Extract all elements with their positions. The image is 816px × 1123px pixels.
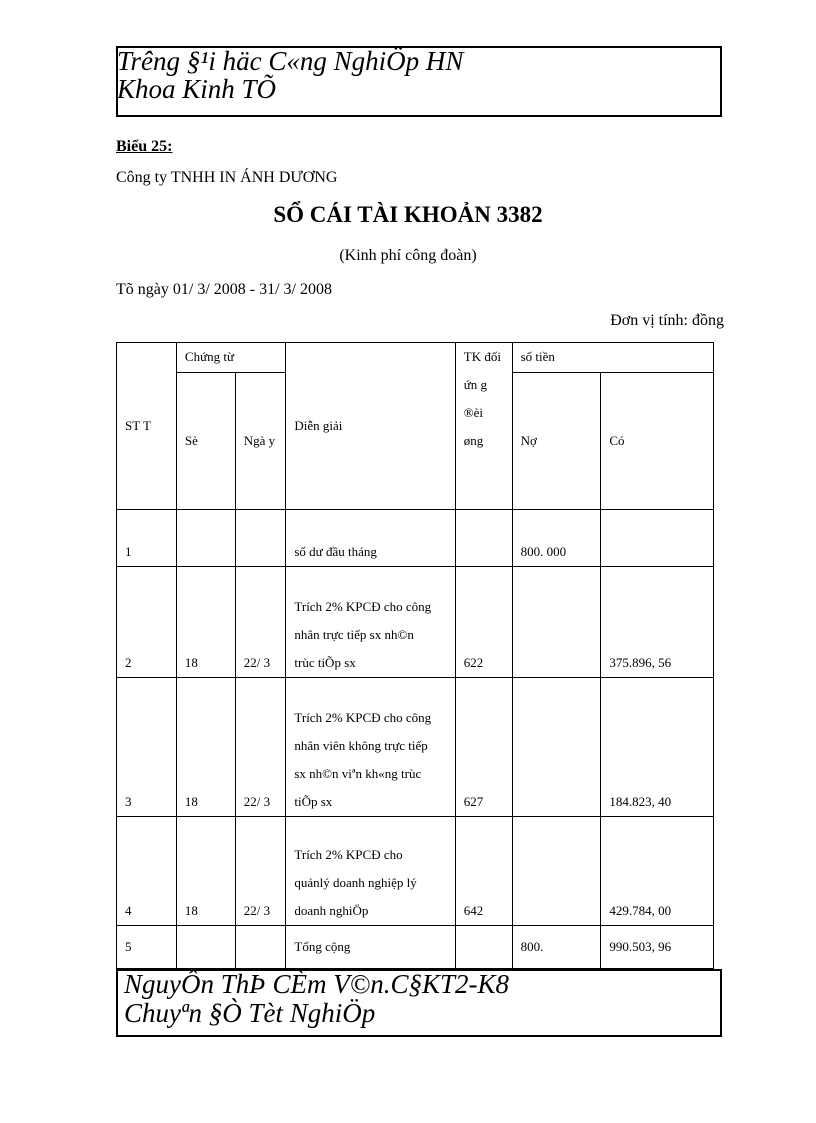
company-name: Công ty TNHH IN ÁNH DƯƠNG (116, 169, 338, 186)
cell-no (512, 567, 601, 678)
cell-so (176, 926, 235, 969)
cell-tk (455, 510, 512, 567)
cell-no: 800. 000 (512, 510, 601, 567)
cell-so: 18 (176, 817, 235, 926)
cell-so: 18 (176, 678, 235, 817)
ledger-subtitle: (Kinh phí công đoàn) (339, 247, 477, 264)
cell-co (601, 510, 714, 567)
header-no: Nợ (512, 373, 601, 510)
header-tk: TK đối ứn g ®èi øng (455, 343, 512, 510)
cell-stt: 4 (117, 817, 177, 926)
cell-stt: 2 (117, 567, 177, 678)
faculty-name: Khoa Kinh TÕ (117, 74, 277, 104)
cell-ngay (235, 926, 286, 969)
table-row (117, 510, 714, 567)
ledger-title: SỔ CÁI TÀI KHOẢN 3382 (273, 202, 543, 227)
cell-tk (455, 926, 512, 969)
cell-dien-giai: Trích 2% KPCĐ cho công nhân trực tiếp sx nh©n trùc tiÕp sx (286, 567, 455, 678)
cell-stt: 1 (117, 510, 177, 567)
cell-so (176, 510, 235, 567)
thesis-label: Chuyªn §Ò Tèt NghiÖp (124, 998, 376, 1028)
cell-no (512, 817, 601, 926)
cell-dien-giai: số dư đầu tháng (286, 510, 455, 567)
cell-co: 429.784, 00 (601, 817, 714, 926)
date-range: Tõ ngày 01/ 3/ 2008 - 31/ 3/ 2008 (116, 281, 332, 298)
cell-co: 184.823, 40 (601, 678, 714, 817)
school-name: Trêng §¹i häc C«ng NghiÖp HN (117, 46, 464, 76)
cell-ngay: 22/ 3 (235, 567, 286, 678)
cell-dien-giai: Trích 2% KPCĐ cho công nhân viên không trực tiếp sx nh©n viªn kh«ng trùc tiÕp sx (286, 678, 455, 817)
cell-ngay: 22/ 3 (235, 817, 286, 926)
cell-tk: 627 (455, 678, 512, 817)
form-number: Biểu 25: (116, 138, 173, 155)
cell-tk: 622 (455, 567, 512, 678)
header-box (116, 46, 722, 117)
cell-dien-giai: Tổng cộng (286, 926, 455, 969)
header-ngay: Ngà y (235, 373, 286, 510)
currency-unit: Đơn vị tính: đồng (610, 312, 724, 329)
header-stt: ST T (117, 343, 177, 510)
author-name: NguyÔn ThÞ CÈm V©n.C§KT2-K8 (124, 969, 510, 999)
cell-ngay (235, 510, 286, 567)
table-row (117, 926, 714, 969)
header-co: Có (601, 373, 714, 510)
cell-no (512, 678, 601, 817)
ledger-table (116, 342, 714, 969)
table-row (117, 678, 714, 817)
cell-no: 800. (512, 926, 601, 969)
header-chung-tu: Chứng từ (176, 343, 285, 373)
table-row (117, 567, 714, 678)
cell-dien-giai: Trích 2% KPCĐ cho quảnlý doanh nghiệp lý doanh nghiÖp (286, 817, 455, 926)
cell-co: 375.896, 56 (601, 567, 714, 678)
header-so: Sè (176, 373, 235, 510)
cell-tk: 642 (455, 817, 512, 926)
cell-stt: 3 (117, 678, 177, 817)
cell-stt: 5 (117, 926, 177, 969)
header-so-tien: số tiền (512, 343, 713, 373)
header-dien-giai: Diễn giải (286, 343, 455, 510)
cell-co: 990.503, 96 (601, 926, 714, 969)
cell-so: 18 (176, 567, 235, 678)
cell-ngay: 22/ 3 (235, 678, 286, 817)
footer-box (116, 969, 722, 1037)
table-row (117, 817, 714, 926)
